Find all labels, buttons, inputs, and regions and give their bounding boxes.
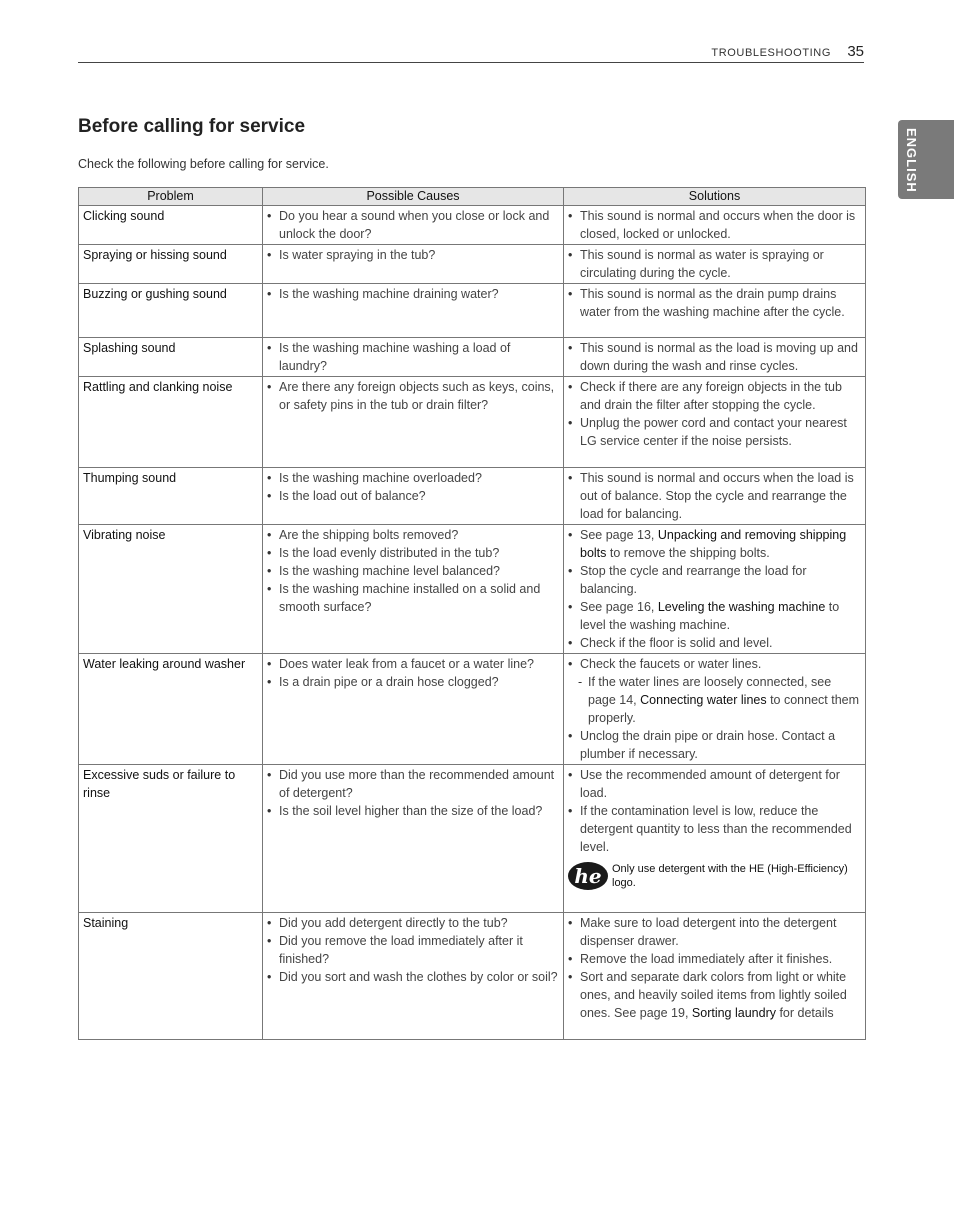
solution-item: • Unplug the power cord and contact your nearest LG service center if the noise persists. bbox=[568, 414, 861, 450]
solution-subitem bbox=[568, 673, 861, 727]
causes-cell bbox=[263, 913, 564, 1040]
solution-item bbox=[568, 526, 861, 562]
table-header-row bbox=[79, 188, 866, 206]
intro-text: Check the following before calling for service. bbox=[78, 157, 329, 171]
page-reference: Connecting water lines bbox=[640, 693, 767, 707]
cause-item: • Did you add detergent directly to the tub? bbox=[267, 914, 559, 932]
table-row bbox=[79, 284, 866, 338]
solution-item: • This sound is normal as the load is moving up and down during the wash and rinse cycles. bbox=[568, 339, 861, 375]
solution-item bbox=[568, 968, 861, 1022]
he-note bbox=[568, 862, 861, 890]
table-row bbox=[79, 338, 866, 377]
page-reference: Unpacking and removing shipping bolts bbox=[580, 528, 847, 560]
solution-item: • This sound is normal and occurs when the door is closed, locked or unlocked. bbox=[568, 207, 861, 243]
solutions-cell bbox=[564, 338, 866, 377]
causes-cell bbox=[263, 654, 564, 765]
solutions-cell bbox=[564, 525, 866, 654]
cause-item: • Is water spraying in the tub? bbox=[267, 246, 559, 264]
causes-cell bbox=[263, 765, 564, 913]
cause-item: • Did you sort and wash the clothes by color or soil? bbox=[267, 968, 559, 986]
problem-cell: Excessive suds or failure to rinse bbox=[79, 765, 263, 913]
solutions-cell bbox=[564, 377, 866, 468]
table-row bbox=[79, 206, 866, 245]
causes-cell bbox=[263, 284, 564, 338]
solution-item: • If the contamination level is low, reduce the detergent quantity to less than the recommended level. bbox=[568, 802, 861, 856]
header-problem: Problem bbox=[79, 188, 263, 206]
header-section-label: TROUBLESHOOTING bbox=[711, 47, 831, 59]
solution-text: See page 16, bbox=[580, 600, 658, 614]
solution-item: • Remove the load immediately after it finishes. bbox=[568, 950, 861, 968]
causes-cell bbox=[263, 338, 564, 377]
solution-text: If the water lines are loosely connected, see page 14, bbox=[588, 675, 832, 707]
solutions-cell bbox=[564, 913, 866, 1040]
cause-item: • Is the load evenly distributed in the tub? bbox=[267, 544, 559, 562]
solution-item: • Use the recommended amount of detergent for load. bbox=[568, 766, 861, 802]
cause-item: • Is the soil level higher than the size of the load? bbox=[267, 802, 559, 820]
table-row bbox=[79, 468, 866, 525]
cause-item: • Is the washing machine draining water? bbox=[267, 285, 559, 303]
he-logo-icon: he bbox=[568, 862, 608, 890]
causes-cell bbox=[263, 245, 564, 284]
header-causes: Possible Causes bbox=[263, 188, 564, 206]
problem-cell: Splashing sound bbox=[79, 338, 263, 377]
problem-cell: Water leaking around washer bbox=[79, 654, 263, 765]
causes-cell bbox=[263, 377, 564, 468]
page-number: 35 bbox=[847, 43, 864, 60]
problem-cell: Spraying or hissing sound bbox=[79, 245, 263, 284]
causes-cell bbox=[263, 206, 564, 245]
he-note-text: Only use detergent with the HE (High-Efficiency) logo. bbox=[612, 863, 848, 889]
causes-cell bbox=[263, 525, 564, 654]
troubleshooting-table bbox=[78, 187, 866, 1040]
language-tab-label: ENGLISH bbox=[904, 128, 919, 193]
solutions-cell bbox=[564, 284, 866, 338]
solution-text: to connect them properly. bbox=[588, 693, 860, 725]
cause-item: • Does water leak from a faucet or a water line? bbox=[267, 655, 559, 673]
solution-text: to level the washing machine. bbox=[580, 600, 840, 632]
solutions-cell bbox=[564, 765, 866, 913]
cause-item: • Is the washing machine overloaded? bbox=[267, 469, 559, 487]
cause-item: • Do you hear a sound when you close or lock and unlock the door? bbox=[267, 207, 559, 243]
header-solutions: Solutions bbox=[564, 188, 866, 206]
page-title: Before calling for service bbox=[78, 116, 306, 137]
solution-item: • Stop the cycle and rearrange the load for balancing. bbox=[568, 562, 861, 598]
cause-item: • Is the washing machine washing a load of laundry? bbox=[267, 339, 559, 375]
problem-cell: Buzzing or gushing sound bbox=[79, 284, 263, 338]
problem-cell: Staining bbox=[79, 913, 263, 1040]
solution-item: • Make sure to load detergent into the detergent dispenser drawer. bbox=[568, 914, 861, 950]
solutions-cell bbox=[564, 245, 866, 284]
problem-cell: Clicking sound bbox=[79, 206, 263, 245]
cause-item: • Are there any foreign objects such as keys, coins, or safety pins in the tub or drain filter? bbox=[267, 378, 559, 414]
problem-cell: Vibrating noise bbox=[79, 525, 263, 654]
solutions-cell bbox=[564, 654, 866, 765]
page-reference: Sorting laundry bbox=[691, 1006, 776, 1020]
cause-item: • Is the washing machine installed on a solid and smooth surface? bbox=[267, 580, 559, 616]
solution-item: • Unclog the drain pipe or drain hose. Contact a plumber if necessary. bbox=[568, 727, 861, 763]
table-row bbox=[79, 654, 866, 765]
solution-item: • Check the faucets or water lines. bbox=[568, 655, 861, 673]
cause-item: • Are the shipping bolts removed? bbox=[267, 526, 559, 544]
problem-cell: Rattling and clanking noise bbox=[79, 377, 263, 468]
solution-item: • Check if the floor is solid and level. bbox=[568, 634, 861, 652]
table-row bbox=[79, 765, 866, 913]
solution-text: Sort and separate dark colors from light or white ones, and heavily soiled items from lightly soiled ones. See page 19, bbox=[580, 970, 847, 1020]
solution-text: See page 13, bbox=[580, 528, 658, 542]
table-row bbox=[79, 913, 866, 1040]
page-reference: Leveling the washing machine bbox=[657, 600, 826, 614]
solution-item bbox=[568, 598, 861, 634]
header-rule bbox=[78, 62, 864, 63]
cause-item: • Did you use more than the recommended amount of detergent? bbox=[267, 766, 559, 802]
solution-text: to remove the shipping bolts. bbox=[606, 546, 770, 560]
solution-item: • This sound is normal and occurs when the load is out of balance. Stop the cycle and rearrange the load for balancing. bbox=[568, 469, 861, 523]
cause-item: • Is the washing machine level balanced? bbox=[267, 562, 559, 580]
solution-text: for details bbox=[775, 1006, 834, 1020]
solution-item: • This sound is normal as the drain pump drains water from the washing machine after the cycle. bbox=[568, 285, 861, 321]
table-row bbox=[79, 245, 866, 284]
cause-item: • Is a drain pipe or a drain hose clogged? bbox=[267, 673, 559, 691]
solution-item: • Check if there are any foreign objects in the tub and drain the filter after stopping the cycle. bbox=[568, 378, 861, 414]
table-row bbox=[79, 377, 866, 468]
table-row bbox=[79, 525, 866, 654]
cause-item: • Is the load out of balance? bbox=[267, 487, 559, 505]
problem-cell: Thumping sound bbox=[79, 468, 263, 525]
language-tab bbox=[898, 120, 954, 199]
solution-item: • This sound is normal as water is spraying or circulating during the cycle. bbox=[568, 246, 861, 282]
solutions-cell bbox=[564, 468, 866, 525]
cause-item: • Did you remove the load immediately after it finished? bbox=[267, 932, 559, 968]
solutions-cell bbox=[564, 206, 866, 245]
causes-cell bbox=[263, 468, 564, 525]
